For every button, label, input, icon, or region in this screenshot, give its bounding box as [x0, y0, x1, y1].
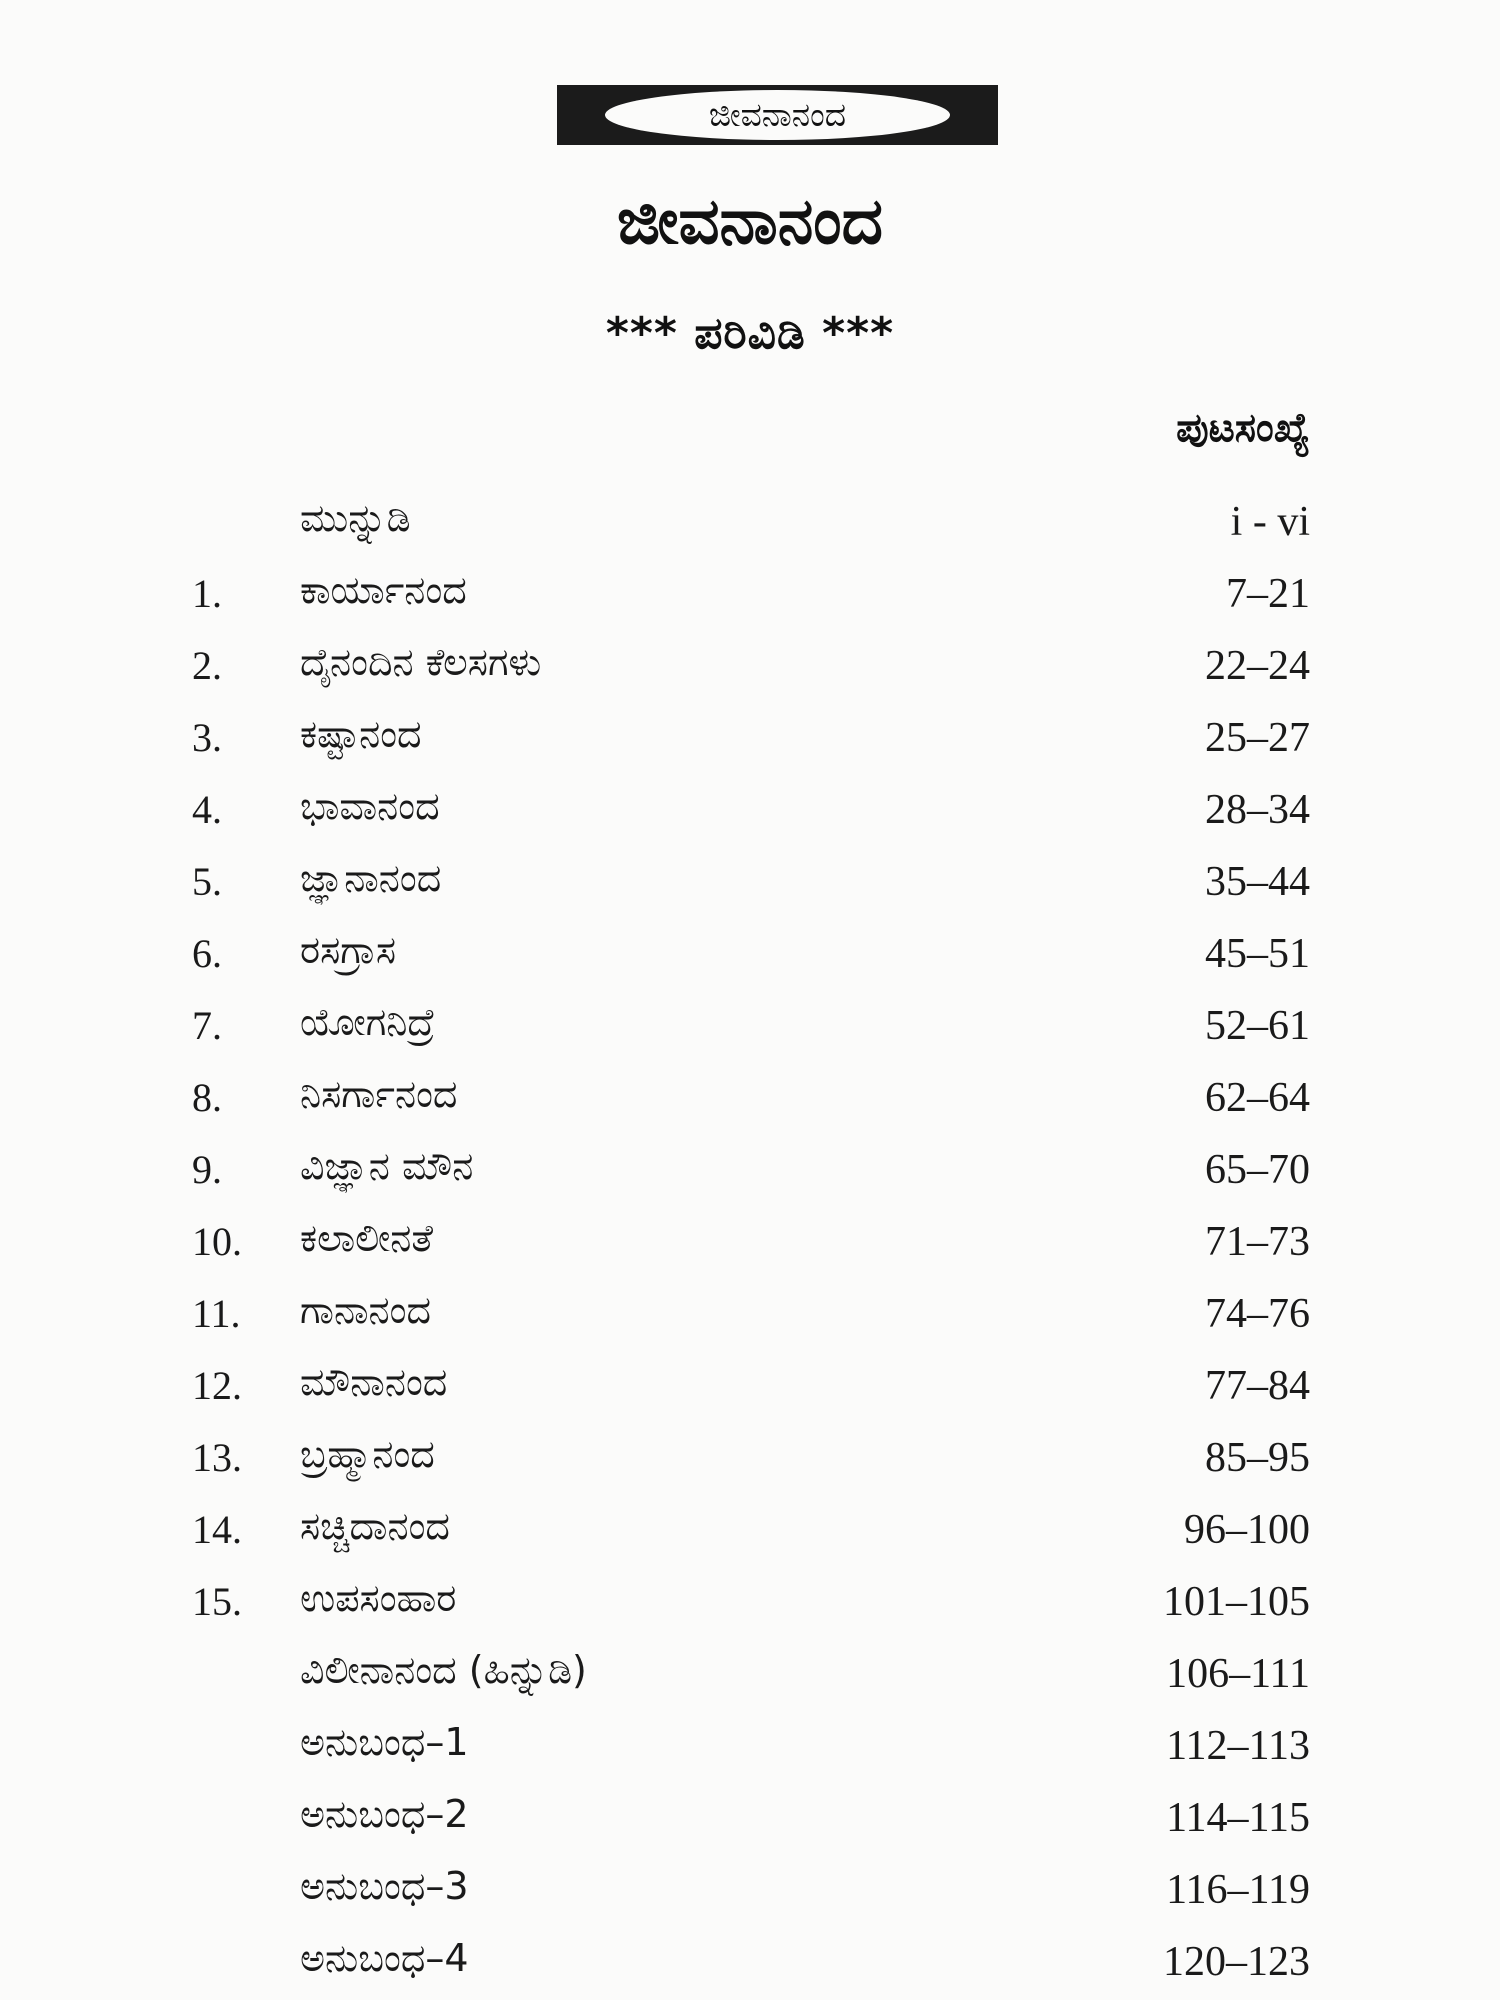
- toc-entry: [0, 708, 1500, 768]
- page-title: ಜೀವನಾನಂದ: [617, 185, 883, 259]
- toc-entry-pages: 22–24: [1205, 643, 1310, 689]
- toc-entry-title: ಜ್ಞಾನಾನಂದ: [300, 856, 442, 900]
- toc-entry-pages: 120–123: [1163, 1939, 1310, 1985]
- toc-entry-pages: 25–27: [1205, 715, 1310, 761]
- toc-entry-number: 5.: [192, 859, 222, 904]
- toc-entry: [0, 1140, 1500, 1200]
- toc-entry-number: 15.: [192, 1579, 242, 1624]
- toc-entry-number: 1.: [192, 571, 222, 616]
- toc-entry-number: 12.: [192, 1363, 242, 1408]
- contents-heading: *** ಪರಿವಿಡಿ ***: [605, 308, 895, 359]
- toc-entry-pages: 114–115: [1166, 1795, 1310, 1841]
- toc-entry-number: 8.: [192, 1075, 222, 1120]
- toc-entry: [0, 492, 1500, 552]
- toc-entry-number: 10.: [192, 1219, 242, 1264]
- toc-entry-pages: 7–21: [1226, 571, 1310, 617]
- toc-entry: [0, 852, 1500, 912]
- toc-entry: [0, 1428, 1500, 1488]
- toc-entry-pages: 106–111: [1166, 1651, 1310, 1697]
- toc-entry: [0, 1356, 1500, 1416]
- toc-entry-title: ಅನುಬಂಧ–4: [300, 1936, 469, 1980]
- toc-entry-title: ಮೌನಾನಂದ: [300, 1360, 448, 1404]
- toc-entry-title: ಸಚ್ಚಿದಾನಂದ: [300, 1504, 450, 1548]
- toc-entry: [0, 1932, 1500, 1992]
- toc-entry-title: ದೈನಂದಿನ ಕೆಲಸಗಳು: [300, 640, 542, 684]
- toc-entry-pages: 71–73: [1205, 1219, 1310, 1265]
- toc-entry-title: ಅನುಬಂಧ–3: [300, 1864, 469, 1908]
- toc-entry-title: ಅನುಬಂಧ–1: [300, 1720, 469, 1764]
- toc-entry-pages: 62–64: [1205, 1075, 1310, 1121]
- toc-entry: [0, 1068, 1500, 1128]
- toc-entry-number: 3.: [192, 715, 222, 760]
- toc-entry-title: ಕಾರ್ಯಾನಂದ: [300, 568, 467, 612]
- toc-entry-title: ಯೋಗನಿದ್ರೆ: [300, 1000, 436, 1044]
- toc-entry-pages: 116–119: [1166, 1867, 1310, 1913]
- toc-entry-title: ವಿಲೀನಾನಂದ (ಹಿನ್ನುಡಿ): [300, 1648, 587, 1692]
- toc-entry-pages: 85–95: [1205, 1435, 1310, 1481]
- toc-entry: [0, 564, 1500, 624]
- toc-entry-number: 9.: [192, 1147, 222, 1192]
- toc-entry: [0, 1716, 1500, 1776]
- toc-entry-number: 6.: [192, 931, 222, 976]
- toc-entry: [0, 1788, 1500, 1848]
- toc-entry: [0, 924, 1500, 984]
- toc-entry-title: ಕಲಾಲೀನತೆ: [300, 1216, 434, 1260]
- toc-entry-pages: 101–105: [1163, 1579, 1310, 1625]
- toc-entry: [0, 636, 1500, 696]
- toc-entry-title: ಮುನ್ನುಡಿ: [300, 496, 411, 540]
- toc-entry-number: 2.: [192, 643, 222, 688]
- toc-entry: [0, 1644, 1500, 1704]
- toc-entry-pages: 65–70: [1205, 1147, 1310, 1193]
- toc-entry-pages: 28–34: [1205, 787, 1310, 833]
- toc-entry-number: 14.: [192, 1507, 242, 1552]
- toc-entry: [0, 1860, 1500, 1920]
- toc-entry-title: ಬ್ರಹ್ಮಾನಂದ: [300, 1432, 435, 1476]
- toc-entry-pages: 74–76: [1205, 1291, 1310, 1337]
- toc-entry-pages: 35–44: [1205, 859, 1310, 905]
- toc-entry-title: ಉಪಸಂಹಾರ: [300, 1576, 457, 1620]
- toc-entry-number: 4.: [192, 787, 222, 832]
- header-tab-oval: ಜೀವನಾನಂದ: [605, 90, 950, 140]
- toc-entry-number: 7.: [192, 1003, 222, 1048]
- toc-entry-title: ಅನುಬಂಧ–2: [300, 1792, 469, 1836]
- toc-entry-title: ವಿಜ್ಞಾನ ಮೌನ: [300, 1144, 474, 1188]
- toc-entry: [0, 780, 1500, 840]
- toc-entry-title: ಗಾನಾನಂದ: [300, 1288, 432, 1332]
- toc-entry: [0, 1284, 1500, 1344]
- toc-entry-title: ಭಾವಾನಂದ: [300, 784, 440, 828]
- toc-entry-pages: 45–51: [1205, 931, 1310, 977]
- toc-entry: [0, 1212, 1500, 1272]
- toc-entry-pages: 77–84: [1205, 1363, 1310, 1409]
- toc-entry-pages: 96–100: [1184, 1507, 1310, 1553]
- toc-entry-pages: i - vi: [1230, 499, 1310, 545]
- toc-entry-title: ರಸಗ್ರಾಸ: [300, 928, 397, 972]
- toc-entry-title: ಕಷ್ಟಾನಂದ: [300, 712, 422, 756]
- page-number-heading: ಪುಟಸಂಖ್ಯೆ: [1176, 405, 1310, 451]
- toc-entry-title: ನಿಸರ್ಗಾನಂದ: [300, 1072, 458, 1116]
- toc-entry-pages: 112–113: [1166, 1723, 1310, 1769]
- toc-entry-pages: 52–61: [1205, 1003, 1310, 1049]
- toc-entry: [0, 996, 1500, 1056]
- toc-entry-number: 11.: [192, 1291, 241, 1336]
- toc-entry-number: 13.: [192, 1435, 242, 1480]
- toc-entry: [0, 1572, 1500, 1632]
- toc-entry: [0, 1500, 1500, 1560]
